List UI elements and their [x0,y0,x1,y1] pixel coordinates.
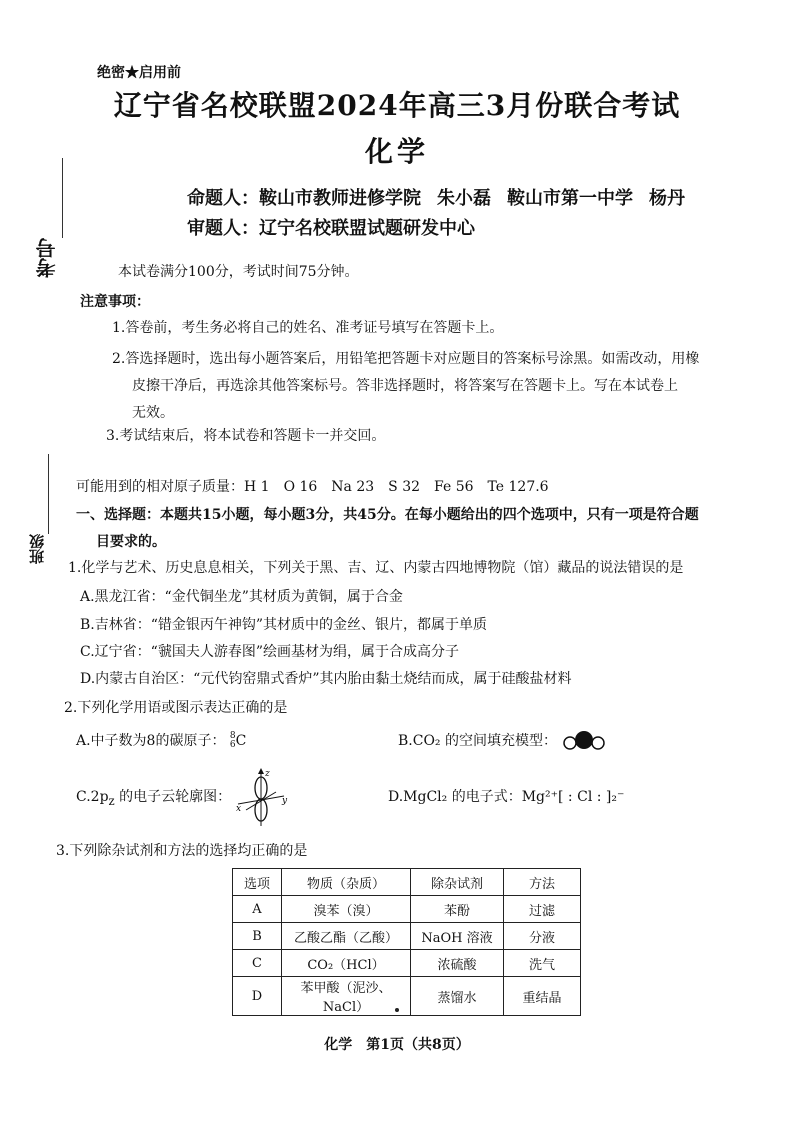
mass-number: 8 [229,731,236,741]
author-org-2: 鞍山市第一中学 [507,188,633,209]
author-name-2: 杨丹 [649,188,685,209]
table-row [233,923,581,950]
confidential-mark: 绝密★启用前 [97,65,181,81]
side-label-class: 班级 [28,534,46,564]
table-cell: 苯酚 [411,896,504,923]
option-b-text: B.CO₂ 的空间填充模型： [398,733,557,749]
option-c-subscript: z [108,793,115,808]
author-name-1: 朱小磊 [437,188,491,209]
notice-heading: 注意事项： [80,294,150,310]
question-1-option-b: B.吉林省：“错金银丙午神钩”其材质中的金丝、银片，都属于单质 [80,617,488,633]
table-cell: B [233,923,282,950]
svg-text:y: y [282,796,288,806]
side-fill-line [62,158,63,238]
subject-title: 化学 [364,135,429,168]
table-cell: D [233,977,282,1016]
table-cell: 浓硫酸 [411,950,504,977]
element-symbol: C [235,733,247,749]
notice-item-2 [112,346,732,427]
table-header-cell: 选项 [233,869,282,896]
table-cell: 乙酸乙酯（乙酸） [282,923,411,950]
notice-item-2-line: 2.答选择题时，选出每小题答案后，用铅笔把答题卡对应题目的答案标号涂黑。如需改动，用橡 [112,351,700,367]
question-1-option-c: C.辽宁省：“虢国夫人游春图”绘画基材为绢，属于合成高分子 [80,644,459,660]
page-footer: 化学 第1页（共8页） [324,1037,470,1053]
svg-text:z: z [265,769,270,779]
author-org-1: 鞍山市教师进修学院 [259,188,421,209]
authors-line [187,184,701,210]
purification-table [232,868,581,1016]
question-2-option-c [76,786,231,808]
question-3-stem: 3.下列除杂试剂和方法的选择均正确的是 [56,843,308,859]
table-row [233,977,581,1016]
question-2-option-a [76,730,246,750]
side-fill-line [48,454,49,534]
page-dot [395,1008,399,1012]
svg-text:x: x [236,804,242,814]
table-header-row [233,869,581,896]
option-c-text-2: 的电子云轮廓图： [114,789,232,805]
table-header-cell: 物质（杂质） [282,869,411,896]
table-cell: CO₂（HCl） [282,950,411,977]
reviewer-line: 审题人：辽宁名校联盟试题研发中心 [187,218,475,239]
co2-space-filling-model-icon [561,731,607,751]
question-1-option-a: A.黑龙江省：“金代铜坐龙”其材质为黄铜，属于合金 [80,589,403,605]
option-c-text: C.2p [76,789,109,805]
table-header-cell: 除杂试剂 [411,869,504,896]
section-heading-line: 一、选择题：本题共15小题，每小题3分，共45分。在每小题给出的四个选项中，只有一项是符合题 [76,507,699,523]
table-cell: 过滤 [504,896,581,923]
question-2-option-b [398,730,607,751]
exam-intro: 本试卷满分100分，考试时间75分钟。 [118,264,359,280]
table-cell: 分液 [504,923,581,950]
table-cell: 苯甲酸（泥沙、NaCl） [282,977,411,1016]
table-cell: NaOH 溶液 [411,923,504,950]
table-row [233,896,581,923]
notice-item-1: 1.答卷前，考生务必将自己的姓名、准考证号填写在答题卡上。 [112,320,504,336]
author-label: 命题人： [187,188,259,209]
notice-item-2-line: 无效。 [132,405,174,421]
notice-item-3: 3.考试结束后，将本试卷和答题卡一并交回。 [106,428,386,444]
question-2-stem: 2.下列化学用语或图示表达正确的是 [64,700,288,716]
table-row [233,950,581,977]
table-cell: A [233,896,282,923]
side-label-exam-number: 考号 [35,238,59,278]
option-a-text: A.中子数为8的碳原子： [76,733,226,749]
notice-item-2-line: 皮擦干净后，再选涂其他答案标号。答非选择题时，将答案写在答题卡上。写在本试卷上 [132,378,678,394]
p-orbital-diagram-icon [232,766,290,828]
question-1-option-d: D.内蒙古自治区：“元代钧窑鼎式香炉”其内胎由黏土烧结而成，属于硅酸盐材料 [80,671,572,687]
exam-title: 辽宁省名校联盟2024年高三3月份联合考试 [113,89,681,122]
table-cell: 重结晶 [504,977,581,1016]
table-cell: C [233,950,282,977]
atomic-number: 6 [229,740,236,750]
table-header-cell: 方法 [504,869,581,896]
question-2-option-d: D.MgCl₂ 的电子式：Mg²⁺[ : Cl : ]₂⁻ [388,789,625,805]
section-heading [76,502,736,556]
table-cell: 洗气 [504,950,581,977]
table-cell: 溴苯（溴） [282,896,411,923]
table-cell: 蒸馏水 [411,977,504,1016]
atomic-masses: 可能用到的相对原子质量：H 1 O 16 Na 23 S 32 Fe 56 Te 127.6 [76,479,549,495]
section-heading-line: 目要求的。 [96,534,166,550]
question-1-stem: 1.化学与艺术、历史息息相关，下列关于黑、吉、辽、内蒙古四地博物院（馆）藏品的说法错误的是 [68,560,684,576]
